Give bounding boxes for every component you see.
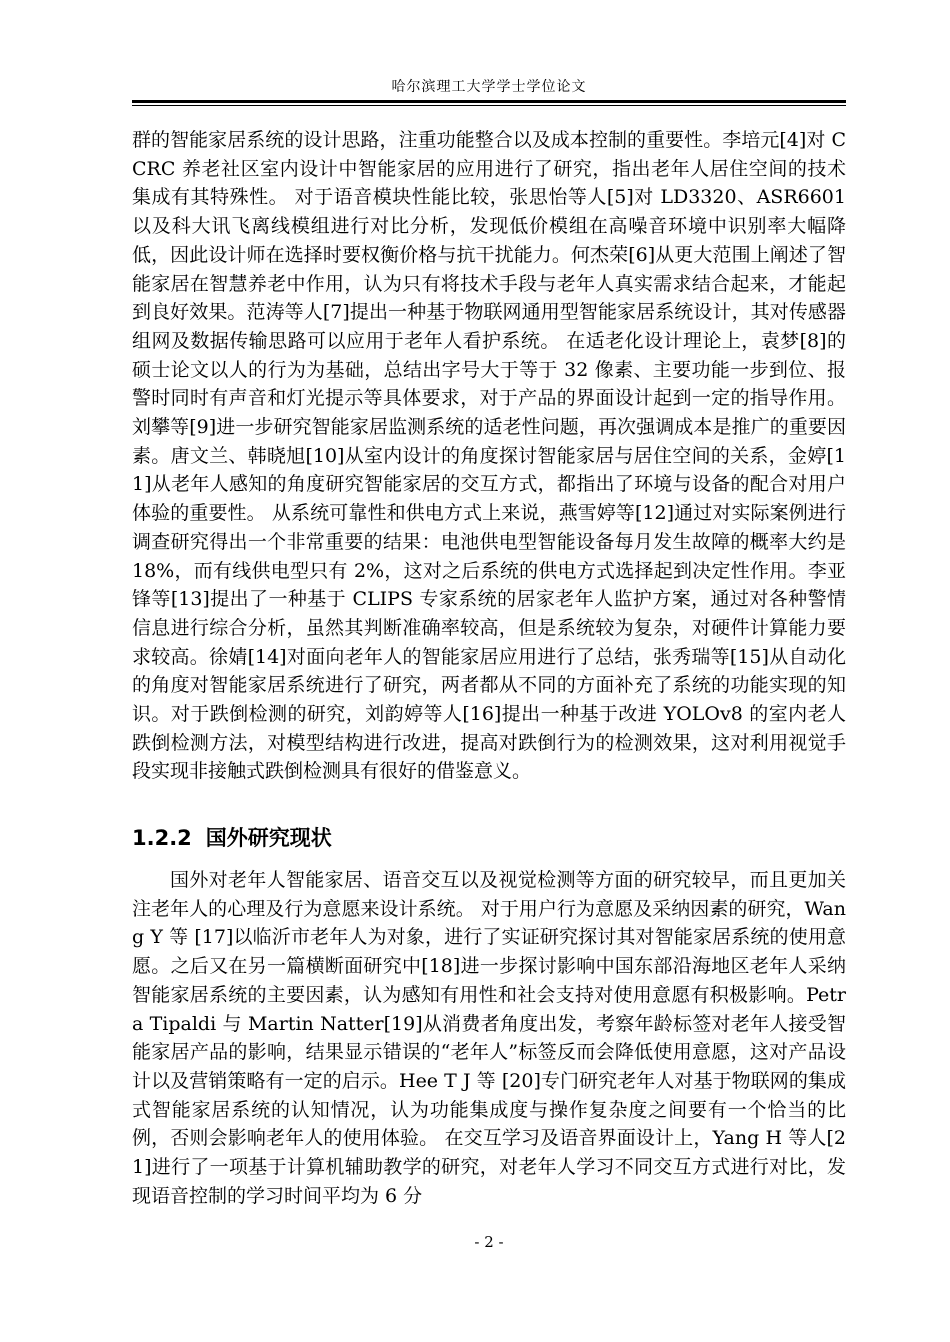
section-number: 1.2.2 xyxy=(132,826,192,850)
page-number: - 2 - xyxy=(474,1233,504,1251)
section-title: 国外研究现状 xyxy=(205,826,332,850)
body-paragraph-2: 国外对老年人智能家居、语音交互以及视觉检测等方面的研究较早，而且更加关注老年人的心理及行为意愿来设计系统。 对于用户行为意愿及采纳因素的研究，Wang Y 等 [17]以临沂市老年人为对象，进行了实证研究探讨其对智能家居系统的使用意愿。之后又在另一篇横断面研究中[18]进一步探讨影响中国东部沿海地区老年人采纳智能家居系统的主要因素，认为感知有用性和社会支持对使用意愿有积极影响。Petra Tipaldi 与 Martin Natter[19]从消费者角度出发，考察年龄标签对老年人接受智能家居产品的影响，结果显示错误的“老年人”标签反而会降低使用意愿，这对产品设计以及营销策略有一定的启示。Hee T J 等 [20]专门研究老年人对基于物联网的集成式智能家居系统的认知情况，认为功能集成度与操作复杂度之间要有一个恰当的比例，否则会影响老年人的使用体验。 在交互学习及语音界面设计上，Yang H 等人[21]进行了一项基于计算机辅助教学的研究，对老年人学习不同交互方式进行对比，发现语音控制的学习时间平均为 6 分 xyxy=(132,869,846,1207)
body-paragraph-1: 群的智能家居系统的设计思路，注重功能整合以及成本控制的重要性。李培元[4]对 CCRC 养老社区室内设计中智能家居的应用进行了研究，指出老年人居住空间的技术集成有其特殊性。 对于语音模块性能比较，张思怡等人[5]对 LD3320、ASR6601 以及科大讯飞离线模组进行对比分析，发现低价模组在高噪音环境中识别率大幅降低，因此设计师在选择时要权衡价格与抗干扰能力。何杰荣[6]从更大范围上阐述了智能家居在智慧养老中作用，认为只有将技术手段与老年人真实需求结合起来，才能起到良好效果。范涛等人[7]提出一种基于物联网通用型智能家居系统设计，其对传感器组网及数据传输思路可以应用于老年人看护系统。 在适老化设计理论上，袁梦[8]的硕士论文以人的行为为基础，总结出字号大于等于 32 像素、主要功能一步到位、报警时同时有声音和灯光提示等具体要求，对于产品的界面设计起到一定的指导作用。刘攀等[9]进一步研究智能家居监测系统的适老性问题，再次强调成本是推广的重要因素。唐文兰、韩晓旭[10]从室内设计的角度探讨智能家居与居住空间的关系，金婷[11]从老年人感知的角度研究智能家居的交互方式，都指出了环境与设备的配合对用户体验的重要性。 从系统可靠性和供电方式上来说，燕雪婷等[12]通过对实际案例进行调查研究得出一个非常重要的结果：电池供电型智能设备每月发生故障的概率大约是 18%，而有线供电型只有 2%，这对之后系统的供电方式选择起到决定性作用。李亚锋等[13]提出了一种基于 CLIPS 专家系统的居家老年人监护方案，通过对各种警情信息进行综合分析，虽然其判断准确率较高，但是系统较为复杂，对硬件计算能力要求较高。徐婧[14]对面向老年人的智能家居应用进行了总结，张秀瑞等[15]从自动化的角度对智能家居系统进行了研究，两者都从不同的方面补充了系统的功能实现的知识。对于跌倒检测的研究，刘韵婷等人[16]提出一种基于改进 YOLOv8 的室内老人跌倒检测方法，对模型结构进行改进，提高对跌倒行为的检测效果，这对利用视觉手段实现非接触式跌倒检测具有很好的借鉴意义。 xyxy=(132,129,846,783)
header-rule-thick xyxy=(132,100,846,103)
running-header: 哈尔滨理工大学学士学位论文 xyxy=(391,79,587,95)
section-heading xyxy=(132,824,846,852)
header-rule-thin xyxy=(132,105,846,106)
